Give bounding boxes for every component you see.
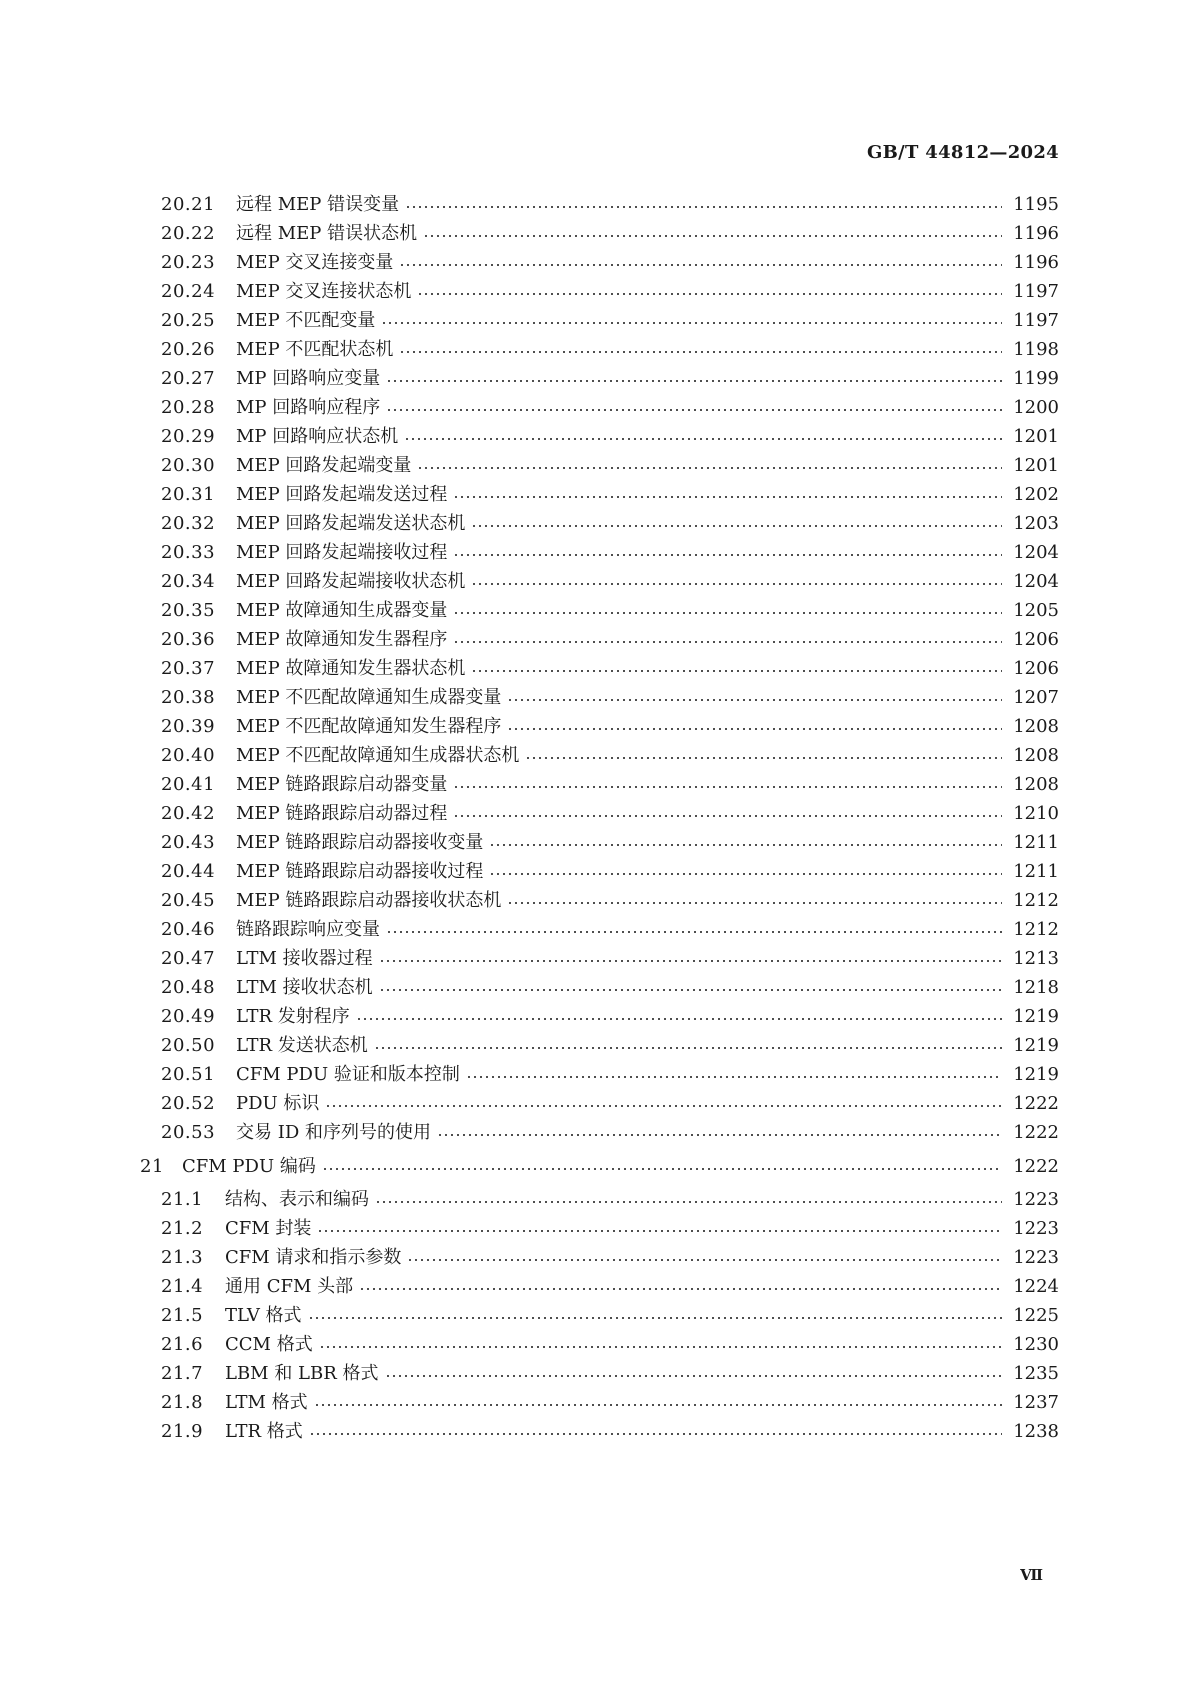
toc-entry[interactable] <box>0 945 1191 973</box>
toc-entry-content <box>236 481 1008 509</box>
toc-entry-content <box>236 394 1008 422</box>
toc-entry-title: CFM 请求和指示参数 <box>225 1247 402 1268</box>
dot-leader <box>385 1375 1002 1377</box>
toc-entry-page: 1210 <box>1013 803 1059 824</box>
toc-entry[interactable] <box>0 452 1191 480</box>
toc-entry-title: MEP 故障通知发生器程序 <box>236 629 448 650</box>
toc-entry-content <box>236 307 1008 335</box>
toc-entry-page: 1218 <box>1013 977 1059 998</box>
toc-entry-title: MEP 不匹配变量 <box>236 310 376 331</box>
toc-entry-page: 1208 <box>1013 745 1059 766</box>
dot-leader <box>417 467 1002 469</box>
toc-entry-title: 通用 CFM 头部 <box>225 1276 354 1297</box>
toc-entry[interactable] <box>0 220 1191 248</box>
dot-leader <box>399 264 1002 266</box>
dot-leader <box>471 670 1002 672</box>
toc-entry-number: 20.52 <box>161 1093 216 1114</box>
toc-entry[interactable] <box>0 394 1191 422</box>
toc-entry-page: 1203 <box>1013 513 1059 534</box>
toc-entry-page: 1225 <box>1013 1305 1059 1326</box>
toc-entry-page: 1211 <box>1013 832 1059 853</box>
dot-leader <box>381 322 1002 324</box>
toc-entry-content <box>236 829 1008 857</box>
toc-entry-number: 20.45 <box>161 890 216 911</box>
toc-entry-content <box>236 974 1008 1002</box>
toc-entry-title: TLV 格式 <box>225 1305 302 1326</box>
dot-leader <box>507 699 1002 701</box>
toc-entry-page: 1235 <box>1013 1363 1059 1384</box>
toc-entry-number: 21.2 <box>161 1218 204 1239</box>
toc-entry[interactable] <box>0 1061 1191 1089</box>
toc-entry-page: 1197 <box>1013 310 1059 331</box>
toc-entry[interactable] <box>0 1360 1191 1388</box>
toc-entry-number: 20.42 <box>161 803 216 824</box>
toc-entry-page: 1211 <box>1013 861 1059 882</box>
toc-entry-number: 21.9 <box>161 1421 204 1442</box>
toc-entry-page: 1222 <box>1013 1122 1059 1143</box>
toc-entry-title: 交易 ID 和序列号的使用 <box>236 1122 431 1143</box>
toc-entry-title: CFM PDU 编码 <box>182 1156 316 1177</box>
toc-entry[interactable] <box>0 278 1191 306</box>
toc-entry[interactable] <box>0 713 1191 741</box>
toc-entry[interactable] <box>0 887 1191 915</box>
toc-entry-number: 20.29 <box>161 426 216 447</box>
toc-entry-title: MEP 链路跟踪启动器接收状态机 <box>236 890 502 911</box>
toc-entry-page: 1223 <box>1013 1247 1059 1268</box>
toc-entry-page: 1224 <box>1013 1276 1059 1297</box>
toc-entry-page: 1206 <box>1013 658 1059 679</box>
toc-entry-content <box>236 1119 1008 1147</box>
toc-entry-number: 21.3 <box>161 1247 204 1268</box>
toc-entry-content <box>236 423 1008 451</box>
toc-entry-number: 20.49 <box>161 1006 216 1027</box>
toc-entry[interactable] <box>0 1244 1191 1272</box>
toc-entry-number: 20.35 <box>161 600 216 621</box>
toc-entry-number: 20.34 <box>161 571 216 592</box>
toc-entry-content <box>236 742 1008 770</box>
toc-entry-content <box>225 1418 1008 1446</box>
toc-entry-number: 21.1 <box>161 1189 204 1210</box>
dot-leader <box>507 902 1002 904</box>
dot-leader <box>489 873 1002 875</box>
toc-entry-title: MEP 不匹配状态机 <box>236 339 394 360</box>
dot-leader <box>471 525 1002 527</box>
toc-entry-title: MEP 不匹配故障通知发生器程序 <box>236 716 502 737</box>
toc-entry[interactable] <box>0 1119 1191 1147</box>
toc-entry-number: 20.22 <box>161 223 216 244</box>
toc-entry-page: 1222 <box>1013 1156 1059 1177</box>
toc-entry-title: MP 回路响应状态机 <box>236 426 399 447</box>
dot-leader <box>489 844 1002 846</box>
toc-entry-page: 1230 <box>1013 1334 1059 1355</box>
toc-entry[interactable] <box>0 1215 1191 1243</box>
toc-entry-title: MEP 不匹配故障通知生成器状态机 <box>236 745 520 766</box>
toc-entry-number: 20.53 <box>161 1122 216 1143</box>
toc-entry-page: 1201 <box>1013 455 1059 476</box>
toc-entry-title: CCM 格式 <box>225 1334 313 1355</box>
toc-entry-page: 1238 <box>1013 1421 1059 1442</box>
dot-leader <box>399 351 1002 353</box>
toc-entry-content <box>236 191 1008 219</box>
toc-entry[interactable] <box>0 655 1191 683</box>
toc-entry-page: 1202 <box>1013 484 1059 505</box>
dot-leader <box>322 1168 1002 1170</box>
toc-entry-content <box>225 1273 1008 1301</box>
toc-entry[interactable] <box>0 684 1191 712</box>
toc-entry-page: 1223 <box>1013 1218 1059 1239</box>
toc-entry-content <box>236 800 1008 828</box>
dot-leader <box>359 1288 1002 1290</box>
dot-leader <box>453 496 1002 498</box>
toc-entry-number: 20.23 <box>161 252 216 273</box>
toc-entry-content <box>236 1090 1008 1118</box>
toc-entry[interactable] <box>0 568 1191 596</box>
toc-entry[interactable] <box>0 365 1191 393</box>
toc-entry-number: 21.7 <box>161 1363 204 1384</box>
toc-entry-content <box>236 336 1008 364</box>
toc-entry[interactable] <box>0 1032 1191 1060</box>
toc-entry-page: 1208 <box>1013 716 1059 737</box>
toc-entry-number: 20.31 <box>161 484 216 505</box>
toc-entry-content <box>225 1360 1008 1388</box>
toc-entry-content <box>225 1389 1008 1417</box>
toc-entry-page: 1204 <box>1013 571 1059 592</box>
toc-entry-number: 20.30 <box>161 455 216 476</box>
toc-entry-number: 20.48 <box>161 977 216 998</box>
toc-entry-content <box>236 220 1008 248</box>
toc-entry-content <box>236 684 1008 712</box>
dot-leader <box>453 554 1002 556</box>
dot-leader <box>325 1105 1002 1107</box>
toc-entry-number: 21.8 <box>161 1392 204 1413</box>
dot-leader <box>386 931 1002 933</box>
toc-entry[interactable] <box>0 974 1191 1002</box>
toc-entry[interactable] <box>0 191 1191 219</box>
toc-entry-title: MP 回路响应变量 <box>236 368 381 389</box>
toc-entry-page: 1197 <box>1013 281 1059 302</box>
toc-entry-page: 1237 <box>1013 1392 1059 1413</box>
toc-entry[interactable] <box>0 1090 1191 1118</box>
toc-entry-title: LTM 接收状态机 <box>236 977 373 998</box>
toc-entry[interactable] <box>0 742 1191 770</box>
toc-entry-page: 1196 <box>1013 252 1059 273</box>
toc-entry-content <box>236 1003 1008 1031</box>
toc-entry-title: 远程 MEP 错误状态机 <box>236 223 418 244</box>
toc-entry-page: 1219 <box>1013 1064 1059 1085</box>
toc-entry-content <box>236 249 1008 277</box>
dot-leader <box>404 438 1002 440</box>
toc-entry-content <box>236 626 1008 654</box>
toc-entry[interactable] <box>0 1331 1191 1359</box>
toc-entry-page: 1212 <box>1013 890 1059 911</box>
toc-entry-number: 20.43 <box>161 832 216 853</box>
dot-leader <box>453 612 1002 614</box>
toc-entry-content <box>236 887 1008 915</box>
dot-leader <box>405 206 1002 208</box>
toc-entry-title: 结构、表示和编码 <box>225 1189 369 1210</box>
dot-leader <box>309 1433 1002 1435</box>
dot-leader <box>386 409 1002 411</box>
toc-entry-number: 20.46 <box>161 919 216 940</box>
toc-entry[interactable] <box>0 1186 1191 1214</box>
toc-entry-content <box>236 1061 1008 1089</box>
toc-entry-content <box>236 916 1008 944</box>
toc-entry[interactable] <box>0 916 1191 944</box>
toc-entry-number: 20.24 <box>161 281 216 302</box>
toc-entry-page: 1219 <box>1013 1006 1059 1027</box>
toc-entry-title: 远程 MEP 错误变量 <box>236 194 400 215</box>
toc-entry[interactable] <box>0 1418 1191 1446</box>
toc-entry-title: LBM 和 LBR 格式 <box>225 1363 379 1384</box>
toc-entry-content <box>225 1302 1008 1330</box>
toc-entry-number: 20.50 <box>161 1035 216 1056</box>
toc-entry-content <box>225 1244 1008 1272</box>
toc-entry-page: 1195 <box>1013 194 1059 215</box>
toc-entry-content <box>236 713 1008 741</box>
toc-entry-title: LTM 接收器过程 <box>236 948 373 969</box>
dot-leader <box>308 1317 1002 1319</box>
toc-entry-title: MEP 回路发起端变量 <box>236 455 412 476</box>
dot-leader <box>417 293 1002 295</box>
toc-entry[interactable] <box>0 597 1191 625</box>
toc-entry[interactable] <box>0 800 1191 828</box>
toc-entry-number: 21.5 <box>161 1305 204 1326</box>
dot-leader <box>437 1134 1002 1136</box>
toc-entry-number: 20.27 <box>161 368 216 389</box>
toc-entry-title: MEP 故障通知发生器状态机 <box>236 658 466 679</box>
toc-entry-number: 20.26 <box>161 339 216 360</box>
document-id: GB/T 44812—2024 <box>866 142 1059 163</box>
toc-entry[interactable] <box>0 423 1191 451</box>
toc-entry-number: 20.44 <box>161 861 216 882</box>
toc-entry-page: 1200 <box>1013 397 1059 418</box>
toc-entry-content <box>182 1153 1008 1181</box>
toc-entry-title: LTM 格式 <box>225 1392 308 1413</box>
toc-entry-number: 20.25 <box>161 310 216 331</box>
toc-entry-number: 20.33 <box>161 542 216 563</box>
toc-entry-number: 20.32 <box>161 513 216 534</box>
toc-entry-content <box>236 1032 1008 1060</box>
dot-leader <box>453 786 1002 788</box>
toc-entry-title: 链路跟踪响应变量 <box>236 919 380 940</box>
dot-leader <box>453 815 1002 817</box>
dot-leader <box>317 1230 1002 1232</box>
dot-leader <box>471 583 1002 585</box>
toc-entry-number: 20.21 <box>161 194 216 215</box>
toc-entry-number: 20.51 <box>161 1064 216 1085</box>
toc-entry-page: 1212 <box>1013 919 1059 940</box>
dot-leader <box>466 1076 1002 1078</box>
toc-entry[interactable] <box>0 1389 1191 1417</box>
toc-entry-number: 20.47 <box>161 948 216 969</box>
toc-entry-content <box>236 365 1008 393</box>
toc-entry-title: PDU 标识 <box>236 1093 320 1114</box>
dot-leader <box>379 989 1002 991</box>
dot-leader <box>525 757 1002 759</box>
toc-entry-number: 21.4 <box>161 1276 204 1297</box>
toc-entry-title: MEP 故障通知生成器变量 <box>236 600 448 621</box>
toc-entry-page: 1208 <box>1013 774 1059 795</box>
toc-entry[interactable] <box>0 539 1191 567</box>
toc-entry[interactable] <box>0 249 1191 277</box>
toc-entry[interactable] <box>0 858 1191 886</box>
toc-entry-title: MEP 链路跟踪启动器接收变量 <box>236 832 484 853</box>
toc-entry-page: 1204 <box>1013 542 1059 563</box>
toc-entry-title: LTR 格式 <box>225 1421 303 1442</box>
dot-leader <box>314 1404 1002 1406</box>
toc-entry-content <box>236 945 1008 973</box>
toc-entry-title: LTR 发送状态机 <box>236 1035 368 1056</box>
toc-entry-page: 1213 <box>1013 948 1059 969</box>
dot-leader <box>386 380 1002 382</box>
toc-entry-title: MEP 不匹配故障通知生成器变量 <box>236 687 502 708</box>
toc-entry-title: MEP 回路发起端接收过程 <box>236 542 448 563</box>
toc-entry-content <box>236 278 1008 306</box>
toc-entry-page: 1206 <box>1013 629 1059 650</box>
toc-entry-title: MP 回路响应程序 <box>236 397 381 418</box>
toc-entry-number: 20.39 <box>161 716 216 737</box>
toc-entry-number: 20.40 <box>161 745 216 766</box>
toc-entry-page: 1222 <box>1013 1093 1059 1114</box>
toc-entry-content <box>236 655 1008 683</box>
dot-leader <box>356 1018 1002 1020</box>
toc-entry[interactable] <box>0 1273 1191 1301</box>
toc-entry-content <box>236 539 1008 567</box>
dot-leader <box>407 1259 1002 1261</box>
toc-entry-content <box>225 1186 1008 1214</box>
toc-entry[interactable] <box>0 829 1191 857</box>
toc-entry[interactable] <box>0 307 1191 335</box>
toc-entry-title: MEP 回路发起端发送状态机 <box>236 513 466 534</box>
toc-entry-content <box>225 1331 1008 1359</box>
toc-entry-number: 21.6 <box>161 1334 204 1355</box>
toc-entry[interactable] <box>0 481 1191 509</box>
toc-entry-number: 21 <box>140 1156 164 1177</box>
toc-entry-content <box>236 597 1008 625</box>
dot-leader <box>507 728 1002 730</box>
toc-entry-number: 20.37 <box>161 658 216 679</box>
toc-entry-content <box>236 858 1008 886</box>
toc-entry-title: MEP 回路发起端发送过程 <box>236 484 448 505</box>
page-number: Ⅶ <box>1020 1566 1043 1584</box>
toc-entry-page: 1207 <box>1013 687 1059 708</box>
toc-entry-title: MEP 链路跟踪启动器过程 <box>236 803 448 824</box>
toc-entry[interactable] <box>0 1003 1191 1031</box>
toc-entry-content <box>225 1215 1008 1243</box>
toc-entry-title: MEP 链路跟踪启动器变量 <box>236 774 448 795</box>
toc-entry-page: 1219 <box>1013 1035 1059 1056</box>
toc-entry[interactable] <box>0 510 1191 538</box>
toc-entry-number: 20.28 <box>161 397 216 418</box>
toc-entry-title: MEP 交叉连接状态机 <box>236 281 412 302</box>
toc-entry-number: 20.36 <box>161 629 216 650</box>
toc-entry-content <box>236 510 1008 538</box>
dot-leader <box>379 960 1002 962</box>
toc-entry-title: LTR 发射程序 <box>236 1006 350 1027</box>
toc-entry[interactable] <box>0 336 1191 364</box>
toc-entry[interactable] <box>0 1302 1191 1330</box>
toc-entry-number: 20.41 <box>161 774 216 795</box>
toc-entry-title: MEP 回路发起端接收状态机 <box>236 571 466 592</box>
toc-entry-page: 1201 <box>1013 426 1059 447</box>
toc-entry-content <box>236 452 1008 480</box>
dot-leader <box>374 1047 1002 1049</box>
toc-entry-number: 20.38 <box>161 687 216 708</box>
toc-entry-page: 1205 <box>1013 600 1059 621</box>
dot-leader <box>319 1346 1002 1348</box>
toc-entry[interactable] <box>0 626 1191 654</box>
dot-leader <box>453 641 1002 643</box>
toc-entry-content <box>236 771 1008 799</box>
toc-entry[interactable] <box>0 771 1191 799</box>
toc-entry-title: MEP 链路跟踪启动器接收过程 <box>236 861 484 882</box>
toc-entry-page: 1223 <box>1013 1189 1059 1210</box>
toc-entry-title: CFM PDU 验证和版本控制 <box>236 1064 460 1085</box>
toc-entry-title: MEP 交叉连接变量 <box>236 252 394 273</box>
toc-entry-page: 1199 <box>1013 368 1059 389</box>
toc-entry-page: 1196 <box>1013 223 1059 244</box>
toc-entry-page: 1198 <box>1013 339 1059 360</box>
toc-entry-content <box>236 568 1008 596</box>
dot-leader <box>423 235 1002 237</box>
toc-entry-title: CFM 封装 <box>225 1218 312 1239</box>
dot-leader <box>375 1201 1002 1203</box>
toc-entry[interactable] <box>0 1153 1191 1181</box>
